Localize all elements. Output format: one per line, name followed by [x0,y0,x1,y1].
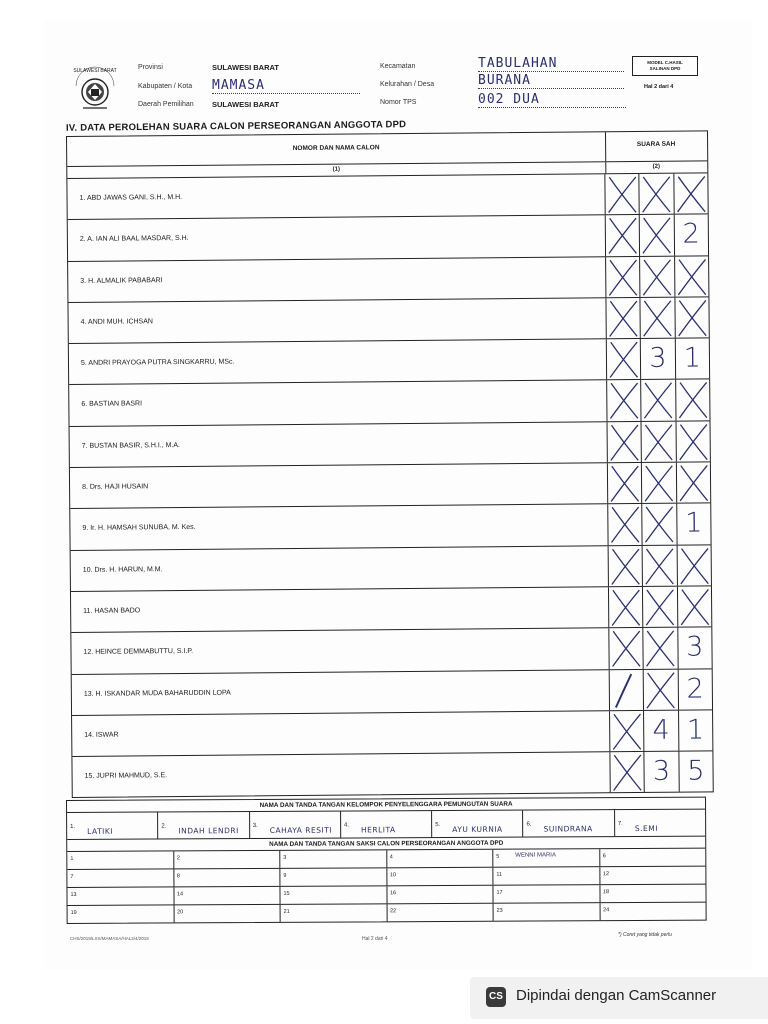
saksi-number: 11 [496,871,503,878]
vote-cells [610,710,712,751]
cross-mark-icon [675,297,709,338]
saksi-number: 20 [177,909,184,916]
saksi-row [68,903,706,923]
col2-header: SUARA SAH [636,140,676,149]
candidate-name: 6. BASTIAN BASRI [69,381,607,426]
saksi-number: 23 [496,907,503,914]
col1-header-cell [67,132,606,166]
candidate-name: 14. ISWAR [72,711,610,756]
kecamatan-value: TABULAHAN [478,56,624,72]
tps-value-wrap [478,92,626,108]
kecamatan-row [380,63,415,70]
cross-mark-icon [640,256,675,297]
saksi-cell [67,887,174,905]
vote-cell [678,628,712,669]
kpps-member-number: 4. [343,822,350,829]
vote-cells [607,380,709,421]
tps-value: 002 DUA [478,92,626,108]
kpps-member-cell [432,811,523,837]
saksi-number: 16 [389,890,397,897]
vote-cells [609,586,711,627]
candidate-row [72,669,712,716]
cross-mark-icon [641,380,676,421]
section-title: IV. DATA PEROLEHAN SUARA CALON PERSEORANGAN ANGGOTA DPD [65,119,407,134]
saksi-number: 1 [70,855,74,862]
vote-cells [605,173,707,214]
cross-mark-icon [677,462,711,503]
vote-digit: 4 [652,714,670,746]
vote-cell [645,752,680,793]
vote-digit: 3 [686,631,704,663]
vote-digit: 2 [686,673,704,705]
cross-mark-icon [608,504,643,545]
tps-label: Nomor TPS [380,99,417,106]
col1-header: NOMOR DAN NAMA CALON [292,144,380,153]
cross-mark-icon [606,215,641,256]
model-box [632,56,698,76]
seal-text: SULAWESI BARAT [73,68,117,74]
camscanner-text: Dipindai dengan CamScanner [516,987,717,1004]
kpps-member-cell [523,810,614,836]
dapil-value: SULAWESI BARAT [212,100,279,109]
cross-mark-icon [643,504,678,545]
saksi-number: 24 [603,907,610,914]
vote-cell [674,215,708,256]
vote-digit: 5 [687,755,705,787]
camscanner-icon: CS [486,987,506,1007]
footer-note: *) Coret yang tidak perlu [618,932,672,938]
page-label: Hal 2 dari 4 [644,84,674,90]
candidate-row [70,504,710,551]
kpps-signature-row [67,810,705,840]
saksi-cell [387,868,494,886]
candidate-name: 13. H. ISKANDAR MUDA BAHARUDDIN LOPA [72,670,610,715]
candidate-row [69,380,709,427]
kpps-member-number: 6. [526,821,532,828]
saksi-number: 7 [70,873,74,880]
kpps-member-cell [341,811,432,837]
saksi-cell [493,885,600,903]
saksi-number: 22 [390,908,397,915]
kpps-member-name: CAHAYA RESITI [269,825,333,835]
saksi-cell [600,849,706,867]
candidate-name: 11. HASAN BADO [71,587,609,632]
vote-cells [606,297,708,338]
vote-cells [606,256,708,297]
cross-mark-icon [674,173,708,214]
saksi-cell [174,851,281,869]
saksi-signed-name: WENNI MARIA [515,852,556,859]
saksi-grid [67,849,705,923]
saksi-number: 19 [70,909,77,916]
candidate-row [68,256,708,303]
candidate-name: 3. H. ALMALIK PABABARI [68,257,606,302]
saksi-cell [174,887,281,905]
vote-digit: 3 [652,755,671,788]
cross-mark-icon [606,298,641,339]
vote-digit: 3 [649,342,667,375]
cross-mark-icon [642,463,677,504]
cross-mark-icon [640,174,675,215]
candidate-row [68,215,708,262]
cross-mark-icon [640,215,675,256]
cross-mark-icon [676,380,710,421]
dapil-value-wrap [212,100,279,109]
footer-page: Hal 2 dari 4 [362,936,388,942]
vote-cells [609,545,711,586]
saksi-cell [174,905,281,923]
kpps-member-name: AYU KURNIA [452,824,503,834]
saksi-cell [281,904,388,922]
cross-mark-icon [606,257,641,298]
saksi-number: 15 [283,890,290,897]
kpps-member-name: LATIKI [87,826,114,836]
saksi-cell [174,869,281,887]
vote-cell [679,710,713,751]
kabupaten-value: MAMASA [212,78,360,94]
kelurahan-value: BURANA [478,73,624,89]
votes-table [66,130,714,798]
kpps-member-name: SUINDRANA [543,824,593,834]
candidate-row [72,710,712,757]
candidate-row [69,339,709,386]
candidate-name: 9. Ir. H. HAMSAH SUNUBA, M. Kes. [70,505,608,550]
signature-tables [66,797,707,924]
candidate-row [71,628,711,675]
cross-mark-icon [609,546,644,587]
candidate-name: 12. HEINCE DEMMABUTTU, S.I.P. [71,629,609,674]
saksi-cell [600,903,706,921]
candidate-row [70,462,710,509]
saksi-cell [494,903,601,921]
saksi-number: 12 [602,871,610,878]
saksi-number: 6 [602,853,606,860]
kelurahan-label: Kelurahan / Desa [380,81,435,88]
dapil-label: Daerah Pemilihan [138,101,194,108]
saksi-number: 2 [176,855,180,862]
cross-mark-icon [610,711,645,752]
saksi-number: 13 [70,891,77,898]
kpps-member-cell [250,812,341,838]
provinsi-value-wrap [212,63,279,72]
cross-mark-icon [643,587,678,628]
candidate-name: 10. Drs. H. HARUN, M.M. [71,546,609,591]
cross-mark-icon [678,586,712,627]
saksi-number: 21 [283,908,290,915]
kabupaten-value-wrap [212,78,360,94]
candidate-name: 5. ANDRI PRAYOGA PUTRA SINGKARRU, MSc. [69,339,607,384]
cross-mark-icon [641,298,676,339]
kpps-member-number: 5. [435,822,441,829]
col2-header-cell [605,131,707,161]
footer-code: CHS/2019/LXX/MAMASA/HAL2/4/2019 [70,936,149,941]
saksi-number: 5 [496,853,500,860]
slash-mark-icon [610,670,645,711]
candidate-row [67,173,707,220]
saksi-cell [600,885,706,903]
saksi-cell [387,886,494,904]
saksi-number: 3 [283,854,287,861]
cross-mark-icon [644,669,679,710]
candidate-name: 15. JUPRI MAHMUD, S.E. [72,752,610,797]
kelurahan-row [380,81,434,88]
vote-cells [607,339,709,380]
model-line-2: SALINAN DPD [649,66,681,71]
vote-cells [608,421,710,462]
vote-cell [641,339,676,380]
saksi-cell [493,867,600,885]
kelurahan-value-wrap [478,73,624,89]
vote-cell [678,669,712,710]
vote-cells [608,462,710,503]
vote-digit: 1 [683,342,702,374]
vote-digit: 1 [684,507,703,539]
cross-mark-icon [609,587,644,628]
vote-cells [610,752,712,793]
vote-cells [610,669,712,710]
candidate-name: 1. ABD JAWAS GANI, S.H., M.H. [67,174,605,219]
kpps-member-number: 1. [70,823,76,830]
candidate-row [72,752,712,798]
saksi-cell [280,850,387,868]
saksi-cell [493,849,600,867]
provinsi-value: SULAWESI BARAT [212,63,279,72]
provinsi-row [138,64,163,71]
cross-mark-icon [675,256,709,297]
saksi-number: 17 [496,889,503,896]
cross-mark-icon [608,463,643,504]
kabupaten-row [138,83,192,90]
kpps-member-cell [158,812,249,838]
col1-sub: (1) [67,162,606,178]
kpps-member-number: 7. [617,821,623,828]
vote-cells [606,215,708,256]
saksi-number: 14 [176,891,184,898]
candidate-row [68,297,708,344]
kpps-member-name: INDAH LENDRI [178,826,239,836]
candidate-row [71,545,711,592]
cross-mark-icon [677,545,711,586]
cross-mark-icon [643,545,678,586]
kpps-member-number: 3. [252,822,258,830]
saksi-cell [68,905,175,923]
col2-sub: (2) [652,163,660,170]
saksi-cell [280,868,387,886]
kpps-title: NAMA DAN TANDA TANGAN KELOMPOK PENYELENGGARA PEMUNGUTAN SUARA [67,798,705,813]
cross-mark-icon [676,421,710,462]
candidate-name: 8. Drs. HAJI HUSAIN [70,463,608,508]
vote-digit: 1 [686,714,705,746]
vote-digit: 2 [682,218,700,250]
saksi-cell [387,904,494,922]
saksi-cell [67,869,174,887]
cross-mark-icon [607,339,642,380]
candidate-name: 4. ANDI MUH. ICHSAN [68,298,606,343]
saksi-number: 9 [283,872,287,879]
vote-cell [679,752,713,793]
saksi-cell [67,851,174,869]
dapil-row [138,101,194,108]
cross-mark-icon [608,422,643,463]
candidate-name: 7. BUSTAN BASIR, S.H.I., M.A. [70,422,608,467]
table-body [67,173,712,797]
cross-mark-icon [610,752,645,793]
saksi-number: 8 [176,873,180,880]
provinsi-label: Provinsi [138,64,163,71]
cross-mark-icon [605,174,640,215]
vote-cell [675,339,709,380]
cross-mark-icon [609,628,644,669]
saksi-cell [600,867,706,885]
saksi-number: 18 [602,889,610,896]
kabupaten-label: Kabupaten / Kota [138,83,193,90]
saksi-number: 10 [389,872,397,879]
kpps-member-cell [615,810,705,836]
tps-row [380,99,416,106]
cross-mark-icon [642,421,677,462]
kpps-member-cell [67,813,158,839]
saksi-number: 4 [389,854,393,861]
model-line-1: MODEL C.HASIL [647,60,683,65]
vote-cell [644,711,679,752]
saksi-cell [387,850,494,868]
camscanner-watermark [470,977,768,1019]
candidate-row [70,421,710,468]
cross-mark-icon [607,380,642,421]
kpps-member-name: HERLITA [360,825,396,835]
candidate-row [71,586,711,633]
kecamatan-value-wrap [478,56,624,72]
vote-cell [677,504,711,545]
candidate-name: 2. A. IAN ALI BAAL MASDAR, S.H. [68,216,606,261]
saksi-cell [280,886,387,904]
saksi-title: NAMA DAN TANDA TANGAN SAKSI CALON PERSEORANGAN ANGGOTA DPD [67,837,705,852]
vote-cells [609,628,711,669]
kpps-member-number: 2. [161,823,167,830]
cross-mark-icon [644,628,679,669]
kpps-member-name: S.EMI [634,823,658,834]
vote-cells [608,504,710,545]
kpu-seal-icon [70,64,120,116]
kecamatan-label: Kecamatan [380,63,416,70]
